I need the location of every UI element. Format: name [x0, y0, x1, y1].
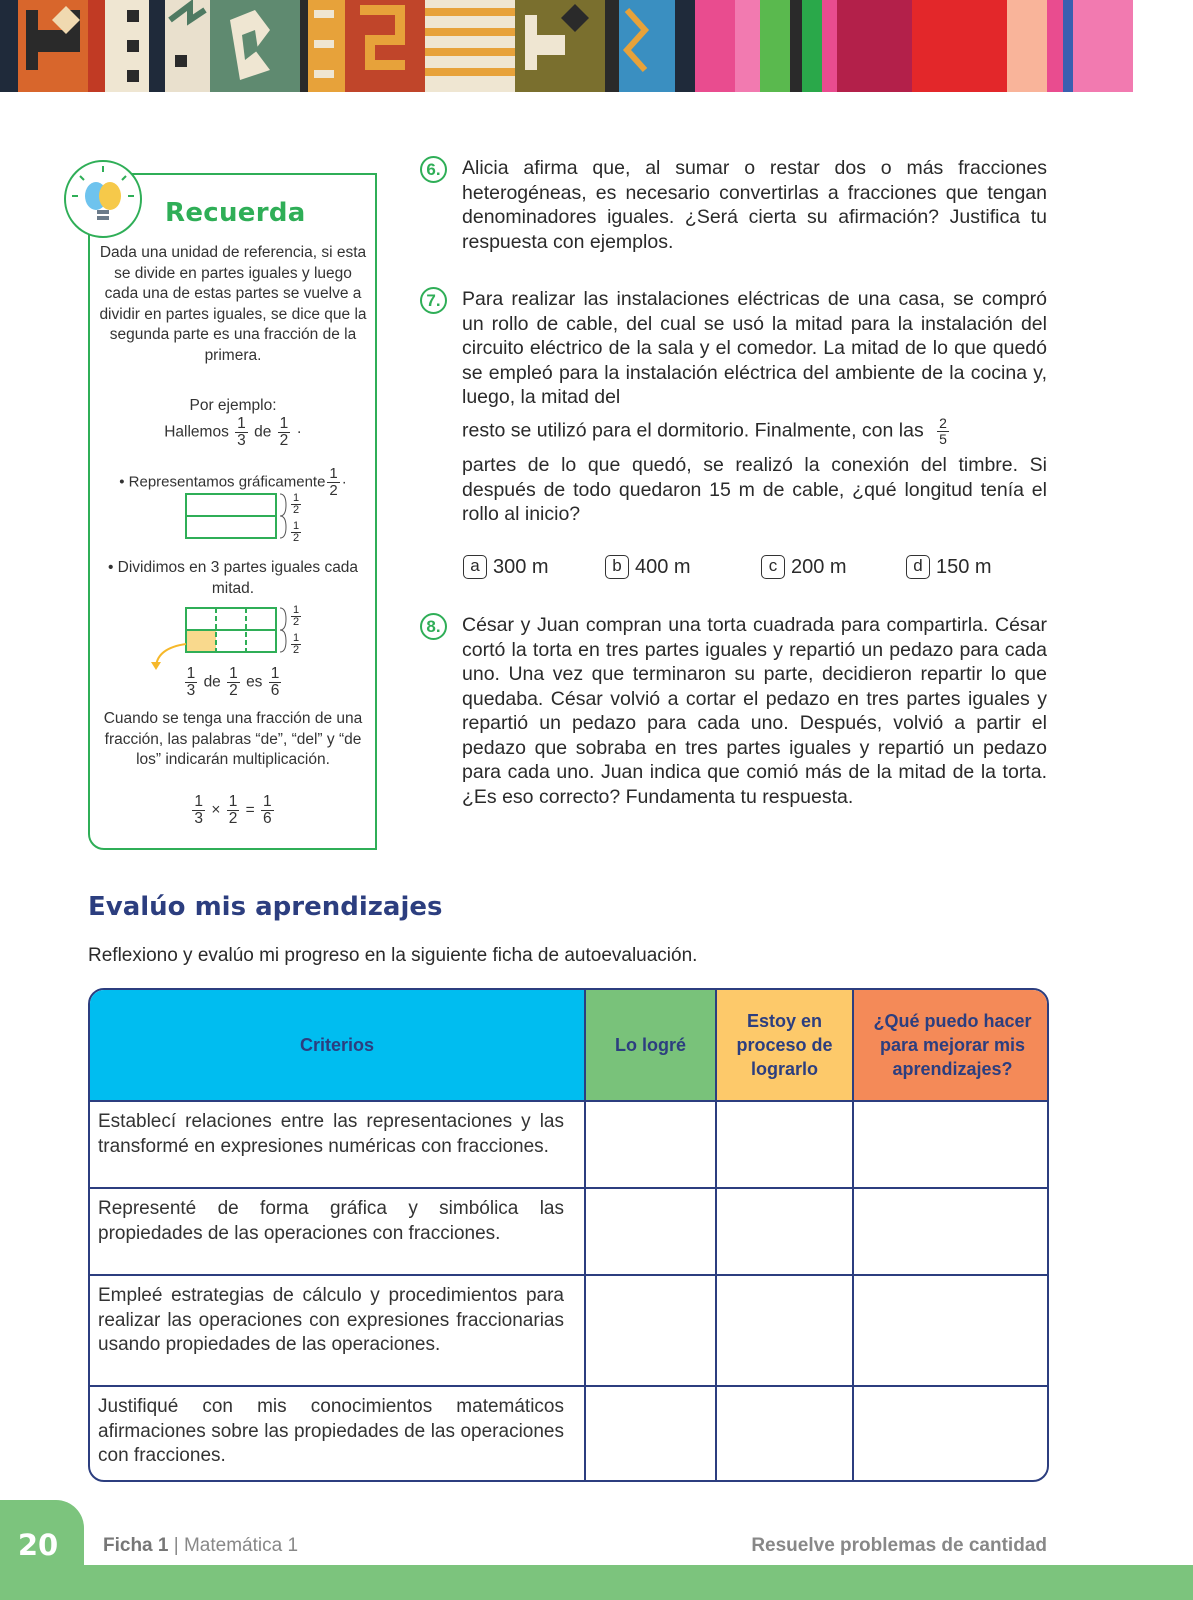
problem-6-number: 6.	[420, 156, 447, 183]
problem-8-text: César y Juan compran una torta cuadrada para compartirla. César cortó la torta en tres partes iguales y repartió un pedazo para cada uno. Una vez que terminaron su parte, decidieron repartir lo que quedaba. César volvió a cortar el pedazo en tres partes iguales y repartió un pedazo para cada uno. Después, volvió a partir el pedazo que sobraba en tres partes iguales y repartió un pedazo para cada uno. Juan indica que comió más de la mitad de la torta. ¿Es eso correcto? Fundamenta tu respuesta.	[462, 614, 1047, 808]
criterion-row-1: Establecí relaciones entre las representaciones y las transformé en expresiones numéricas con fracciones.	[90, 1102, 586, 1189]
example-expression: Hallemos $\frac{1}{3}$ de $\frac{1}{2}$ ·	[164, 415, 302, 449]
banner-stripe	[675, 0, 695, 92]
option-d-value: 150 m	[936, 556, 992, 578]
banner-stripe	[1063, 0, 1073, 92]
banner-pattern-segment	[605, 0, 675, 92]
footer-competence: Resuelve problemas de cantidad	[751, 1535, 1047, 1556]
problem-6-text: Alicia afirma que, al sumar o restar dos o más fracciones heterogéneas, es necesario convertirlas a fracciones que tengan denominadores iguales. ¿Será cierta su afirmación? Justifica tu respuesta con ejemplos.	[462, 157, 1047, 253]
fraction-one-third: $\frac{1}{3}$	[186, 665, 196, 699]
row-4-mejorar-cell[interactable]	[854, 1387, 1049, 1482]
de-label: de	[254, 423, 272, 441]
es-label: es	[246, 673, 263, 691]
banner-stripe	[1007, 0, 1047, 92]
fraction-one-third: $\frac{1}{3}$	[237, 415, 246, 449]
step2-text: • Dividimos en 3 partes iguales cada mitad.	[107, 559, 359, 597]
self-evaluation-table	[88, 988, 1049, 1482]
banner-pattern-segment	[300, 0, 345, 92]
option-a[interactable]	[463, 555, 549, 579]
fraction-two-fifths: $\frac{2}{5}$	[939, 415, 947, 447]
fraction-one-half: $\frac{1}{2}$	[229, 665, 238, 699]
banner-stripe	[1073, 0, 1133, 92]
half-label-bottom: $\frac{1}{2}$	[293, 520, 300, 544]
footer-bar	[0, 1565, 1193, 1600]
page-number: 20	[17, 1528, 59, 1562]
header-criterios: Criterios	[90, 990, 586, 1102]
fraction-one-half: $\frac{1}{2}$	[279, 415, 289, 449]
row-2-en-proceso-cell[interactable]	[717, 1189, 854, 1276]
problem-7-text-c: partes de lo que quedó, se realizó la conexión del timbre. Si después de todo quedaron 15 m de cable, ¿qué longitud tenía el rollo al inicio?	[462, 454, 1047, 525]
row-1-lo-logre-cell[interactable]	[586, 1102, 717, 1189]
brain-lightbulb-icon	[64, 160, 142, 238]
header-en-proceso: Estoy en proceso de lograrlo	[717, 990, 854, 1102]
row-4-lo-logre-cell[interactable]	[586, 1387, 717, 1482]
evaluation-title: Evalúo mis aprendizajes	[88, 892, 443, 922]
banner-stripe	[695, 0, 735, 92]
times-sign: ×	[211, 801, 221, 819]
banner-pattern-segment	[105, 0, 165, 92]
multiplication-expression	[98, 794, 368, 827]
criterion-row-2: Representé de forma gráfica y simbólica las propiedades de las operaciones con fracciones.	[90, 1189, 586, 1276]
banner-stripe	[760, 0, 790, 92]
recuerda-intro: Dada una unidad de referencia, si esta se divide en partes iguales y luego cada una de estas partes se vuelve a dividir en partes iguales, se dice que la segunda parte es una fracción de la primera.	[99, 244, 367, 364]
fraction-one-sixth: $\frac{1}{6}$	[270, 665, 280, 699]
criterion-row-4: Justifiqué con mis conocimientos matemáticos afirmaciones sobre las propiedades de las operaciones con fracciones.	[90, 1387, 586, 1482]
banner-pattern-segment	[165, 0, 210, 92]
option-d-letter: d	[906, 555, 930, 579]
banner-stripe	[837, 0, 912, 92]
recuerda-title: Recuerda	[165, 198, 306, 228]
hallemos-label: Hallemos	[164, 423, 229, 441]
banner-stripes-segment	[425, 0, 515, 92]
banner-stripe	[735, 0, 760, 92]
fraction-one-half: $\frac{1}{2}$	[329, 465, 338, 499]
half-label-top-2: $\frac{1}{2}$	[293, 604, 300, 628]
banner-llama-segment	[0, 0, 105, 92]
conclusion-text: Cuando se tenga una fracción de una fracción, las palabras “de”, “del” y “de los” indicarán multiplicación.	[103, 710, 363, 769]
banner-pattern-segment	[210, 0, 300, 92]
problem-7-text-b: resto se utilizó para el dormitorio. Finalmente, con las $\frac{2}{5}$	[462, 415, 947, 447]
banner-llama-segment	[515, 0, 605, 92]
equals-sign: =	[245, 801, 255, 819]
de-label: de	[203, 673, 221, 691]
row-1-mejorar-cell[interactable]	[854, 1102, 1049, 1189]
decorative-banner	[0, 0, 1193, 92]
result-expression	[98, 666, 368, 699]
row-3-mejorar-cell[interactable]	[854, 1276, 1049, 1387]
header-lo-logre: Lo logré	[586, 990, 717, 1102]
option-c-letter: c	[761, 555, 785, 579]
problem-7-text-a: Para realizar las instalaciones eléctricas de una casa, se compró un rollo de cable, del cual se usó la mitad para la instalación del circuito eléctrico de la sala y el comedor. La mitad de lo que quedó se empleó para la instalación eléctrica del ambiente de la cocina y, luego, la mitad del	[462, 288, 1047, 408]
banner-stripe	[1047, 0, 1063, 92]
row-1-en-proceso-cell[interactable]	[717, 1102, 854, 1189]
option-b[interactable]	[605, 555, 691, 579]
evaluation-subtitle: Reflexiono y evalúo mi progreso en la siguiente ficha de autoevaluación.	[88, 945, 698, 966]
row-3-en-proceso-cell[interactable]	[717, 1276, 854, 1387]
fraction-one-third: $\frac{1}{3}$	[194, 793, 203, 827]
fraction-one-half: $\frac{1}{2}$	[228, 793, 238, 827]
option-c[interactable]	[761, 555, 847, 579]
banner-stripe	[912, 0, 1007, 92]
step1-text: • Representamos gráficamente $\frac{1}{2}$ ·	[119, 465, 347, 499]
option-a-value: 300 m	[493, 556, 549, 578]
half-label-top: $\frac{1}{2}$	[293, 492, 300, 516]
option-c-value: 200 m	[791, 556, 847, 578]
example-label: Por ejemplo:	[189, 397, 277, 414]
header-mejorar: ¿Qué puedo hacer para mejorar mis aprendizajes?	[854, 990, 1049, 1102]
banner-stripe	[822, 0, 837, 92]
option-d[interactable]	[906, 555, 992, 579]
fraction-one-sixth: $\frac{1}{6}$	[263, 793, 272, 827]
banner-pattern-segment	[345, 0, 425, 92]
row-3-lo-logre-cell[interactable]	[586, 1276, 717, 1387]
banner-stripe	[802, 0, 822, 92]
problem-7-number: 7.	[420, 287, 447, 314]
criterion-row-3: Empleé estrategias de cálculo y procedimientos para realizar las operaciones con expresiones fraccionarias usando propiedades de las operaciones.	[90, 1276, 586, 1387]
half-label-bottom-2: $\frac{1}{2}$	[293, 632, 300, 656]
option-a-letter: a	[463, 555, 487, 579]
footer-ficha: Ficha 1 | Matemática 1	[103, 1535, 299, 1556]
banner-stripe	[790, 0, 802, 92]
row-2-mejorar-cell[interactable]	[854, 1189, 1049, 1276]
problem-8-number: 8.	[420, 613, 447, 640]
option-b-value: 400 m	[635, 556, 691, 578]
row-2-lo-logre-cell[interactable]	[586, 1189, 717, 1276]
row-4-en-proceso-cell[interactable]	[717, 1387, 854, 1482]
option-b-letter: b	[605, 555, 629, 579]
